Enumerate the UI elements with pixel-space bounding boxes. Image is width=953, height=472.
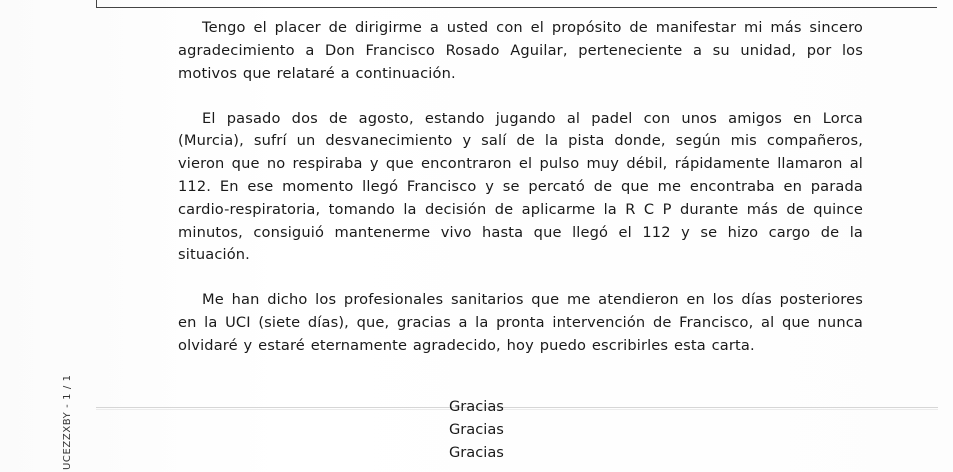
closing-line: Gracias [449, 420, 504, 438]
side-reference-code: UCEZZXBY - 1 / 1 [62, 374, 73, 470]
paragraph-incident: El pasado dos de agosto, estando jugando al padel con unos amigos en Lorca (Murcia), sufrí un desvanecimiento y salí de la pista donde, según mis compañeros, vieron que no respiraba y que encontraron el pulso muy débil, rápidamente llamaron al 112. En ese momento llegó Francisco y se percató de que me encontraba en parada cardio-respiratoria, tomando la decisión de aplicarme la R C P durante más de quince minutos, consiguió mantenerme vivo hasta que llegó el 112 y se hizo cargo de la situación. [178, 109, 863, 264]
letter-body [178, 17, 863, 380]
paper-fold-shadow [96, 409, 938, 410]
header-box-edge [96, 0, 937, 8]
paper-fold-line [96, 407, 938, 408]
closing-line: Gracias [449, 398, 504, 415]
page-margin-line [96, 0, 97, 7]
closing-line: Gracias [449, 443, 504, 461]
closing-block [449, 396, 504, 464]
paragraph-intro: Tengo el placer de dirigirme a usted con el propósito de manifestar mi más sincero agradecimiento a Don Francisco Rosado Aguilar, perteneciente a su unidad, por los motivos que relataré a continuación. [178, 19, 863, 82]
paragraph-outcome: Me han dicho los profesionales sanitarios que me atendieron en los días posteriores en la UCI (siete días), que, gracias a la pronta intervención de Francisco, al que nunca olvidaré y estaré eternamente agradecido, hoy puedo escribirles esta carta. [178, 291, 863, 354]
